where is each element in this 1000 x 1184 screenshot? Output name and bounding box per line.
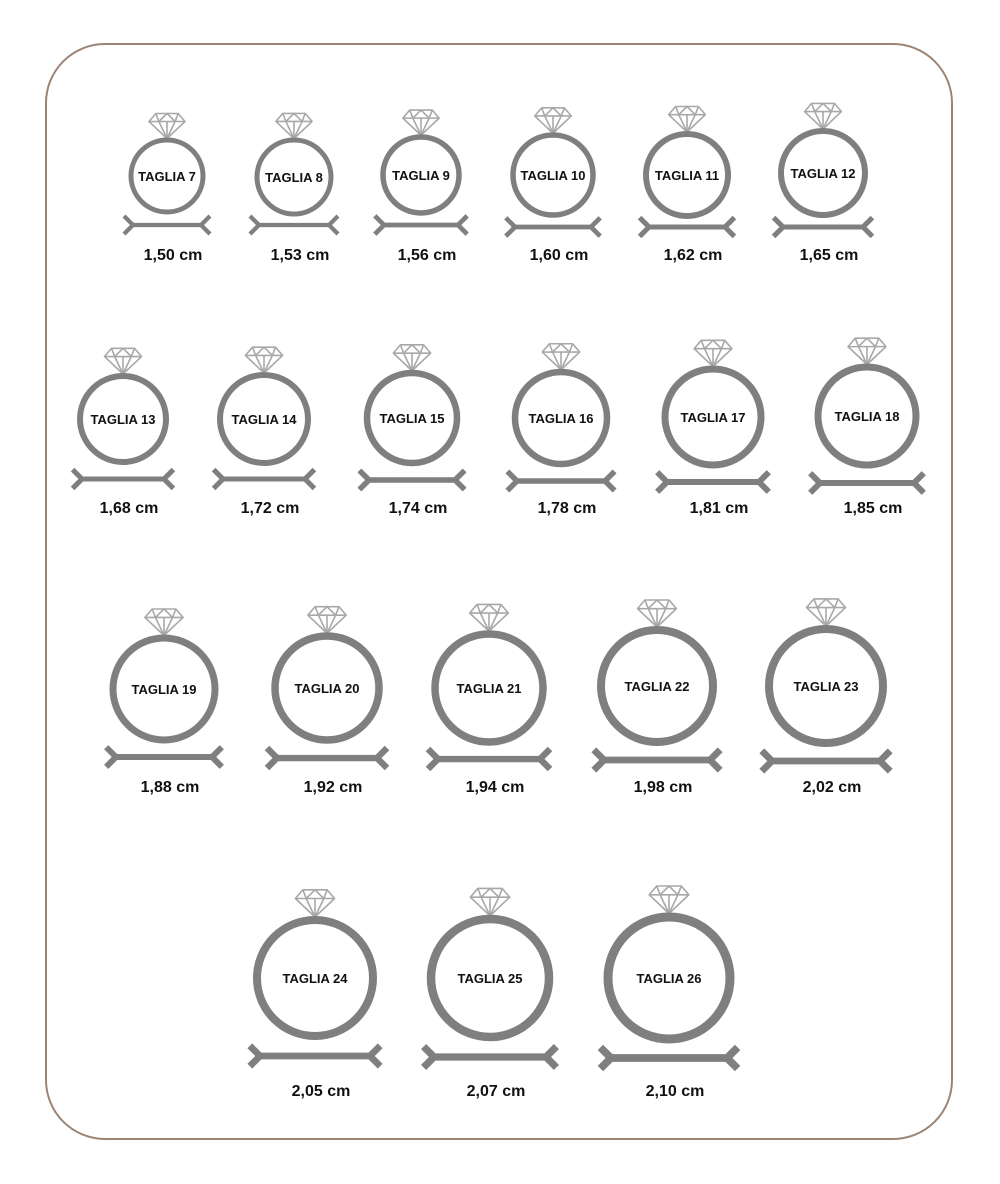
diameter-right-cap bbox=[370, 1046, 380, 1066]
diamond-crown-facets bbox=[657, 886, 682, 895]
diameter-left-cap bbox=[250, 216, 259, 234]
diameter-bar bbox=[600, 1047, 737, 1068]
diameter-bar bbox=[267, 748, 387, 768]
diamond-crown-facets bbox=[812, 103, 835, 111]
diamond-icon bbox=[308, 607, 346, 634]
diamond-icon bbox=[295, 890, 334, 917]
size-label: TAGLIA 24 bbox=[282, 971, 348, 986]
diameter-left-cap bbox=[267, 748, 277, 768]
diameter-measure: 1,62 cm bbox=[663, 247, 723, 264]
ring-size-item bbox=[774, 103, 873, 264]
diameter-measure: 1,78 cm bbox=[537, 500, 597, 517]
diamond-icon bbox=[542, 344, 579, 370]
diameter-left-cap bbox=[810, 473, 820, 493]
diameter-measure: 1,50 cm bbox=[143, 247, 203, 264]
diameter-right-cap bbox=[305, 470, 314, 489]
size-label: TAGLIA 15 bbox=[379, 411, 445, 426]
diamond-icon bbox=[638, 600, 677, 627]
size-label: TAGLIA 19 bbox=[131, 682, 197, 697]
diamond-crown-facets bbox=[676, 107, 699, 115]
diameter-measure: 1,72 cm bbox=[240, 500, 300, 517]
size-label: TAGLIA 7 bbox=[138, 169, 196, 184]
diameter-left-cap bbox=[428, 749, 438, 769]
diameter-left-cap bbox=[424, 1047, 434, 1068]
diameter-right-cap bbox=[605, 471, 615, 490]
diamond-icon bbox=[104, 348, 141, 374]
ring-size-item bbox=[640, 107, 735, 265]
diameter-measure: 1,74 cm bbox=[388, 500, 448, 517]
ring-size-item bbox=[73, 348, 174, 517]
diameter-left-cap bbox=[657, 472, 667, 492]
diameter-measure: 2,10 cm bbox=[645, 1083, 705, 1100]
diameter-left-cap bbox=[774, 218, 783, 237]
ring-size-item bbox=[359, 345, 464, 517]
ring-size-item bbox=[250, 890, 380, 1100]
ring-size-item bbox=[600, 886, 737, 1100]
ring-size-item bbox=[657, 340, 769, 517]
ring-size-item bbox=[762, 599, 890, 796]
size-label: TAGLIA 18 bbox=[834, 409, 900, 424]
diamond-crown-facets bbox=[549, 344, 572, 352]
diameter-bar bbox=[250, 216, 338, 234]
ring-size-item bbox=[424, 888, 557, 1100]
diameter-right-cap bbox=[201, 216, 210, 234]
diamond-crown-facets bbox=[156, 114, 178, 122]
diameter-measure: 1,85 cm bbox=[843, 500, 903, 517]
ring-size-item bbox=[507, 344, 614, 517]
diameter-bar bbox=[507, 471, 614, 490]
diameter-right-cap bbox=[759, 472, 769, 492]
diamond-icon bbox=[145, 609, 183, 636]
diamond-icon bbox=[669, 107, 706, 133]
size-label: TAGLIA 20 bbox=[294, 681, 360, 696]
diamond-icon bbox=[403, 110, 439, 135]
ring-size-item bbox=[375, 110, 467, 264]
size-label: TAGLIA 11 bbox=[654, 168, 720, 183]
diameter-right-cap bbox=[455, 470, 465, 489]
diameter-measure: 1,56 cm bbox=[397, 247, 457, 264]
ring-size-item bbox=[124, 114, 210, 265]
diamond-crown-facets bbox=[303, 890, 327, 899]
diameter-right-cap bbox=[377, 748, 387, 768]
size-label: TAGLIA 23 bbox=[793, 679, 859, 694]
diameter-measure: 1,68 cm bbox=[99, 500, 159, 517]
diamond-crown-facets bbox=[410, 110, 432, 118]
diameter-right-cap bbox=[725, 218, 734, 237]
diameter-right-cap bbox=[164, 470, 173, 489]
ring-size-item bbox=[250, 113, 338, 264]
size-label: TAGLIA 16 bbox=[528, 411, 594, 426]
diamond-icon bbox=[470, 888, 509, 915]
size-label: TAGLIA 26 bbox=[636, 971, 702, 986]
diameter-left-cap bbox=[594, 750, 604, 770]
ring-size-item bbox=[267, 607, 387, 796]
diamond-crown-facets bbox=[315, 607, 339, 616]
diamond-icon bbox=[806, 599, 845, 626]
diamond-crown-facets bbox=[814, 599, 838, 608]
diameter-measure: 1,81 cm bbox=[689, 500, 749, 517]
diameter-measure: 1,88 cm bbox=[140, 779, 200, 796]
diameter-bar bbox=[657, 472, 769, 492]
diamond-icon bbox=[805, 103, 842, 129]
diameter-bar bbox=[594, 750, 720, 770]
diamond-icon bbox=[393, 345, 430, 371]
diameter-bar bbox=[375, 216, 467, 234]
diamond-crown-facets bbox=[400, 345, 423, 353]
diamond-icon bbox=[149, 114, 185, 139]
diameter-left-cap bbox=[124, 216, 133, 234]
diameter-measure: 2,05 cm bbox=[291, 1083, 351, 1100]
diameter-bar bbox=[124, 216, 210, 234]
size-label: TAGLIA 12 bbox=[790, 166, 856, 181]
ring-size-item bbox=[506, 108, 600, 264]
diameter-right-cap bbox=[591, 218, 600, 236]
diameter-bar bbox=[73, 470, 174, 489]
diameter-left-cap bbox=[250, 1046, 260, 1066]
diamond-icon bbox=[848, 338, 886, 364]
ring-size-item bbox=[428, 604, 550, 796]
diameter-left-cap bbox=[73, 470, 82, 489]
diamond-icon bbox=[276, 113, 312, 138]
diamond-icon bbox=[470, 604, 509, 631]
ring-size-item bbox=[214, 347, 315, 517]
diameter-measure: 1,98 cm bbox=[633, 779, 693, 796]
diameter-right-cap bbox=[914, 473, 924, 493]
size-label: TAGLIA 17 bbox=[680, 410, 746, 425]
diameter-left-cap bbox=[762, 751, 772, 771]
diameter-measure: 2,07 cm bbox=[466, 1083, 526, 1100]
diamond-crown-facets bbox=[478, 888, 502, 897]
diamond-crown-facets bbox=[252, 347, 275, 355]
diamond-crown-facets bbox=[645, 600, 669, 609]
diamond-crown-facets bbox=[701, 340, 724, 348]
ring-size-item bbox=[810, 338, 924, 517]
diameter-left-cap bbox=[506, 218, 515, 236]
ring-size-item bbox=[594, 600, 720, 796]
ring-size-item bbox=[106, 609, 222, 796]
diameter-left-cap bbox=[106, 747, 116, 767]
diamond-icon bbox=[535, 108, 572, 133]
diamond-icon bbox=[245, 347, 282, 373]
diameter-right-cap bbox=[727, 1047, 738, 1068]
diameter-left-cap bbox=[359, 470, 369, 489]
size-label: TAGLIA 9 bbox=[392, 168, 450, 183]
diameter-right-cap bbox=[863, 218, 872, 237]
diamond-icon bbox=[649, 886, 689, 914]
diameter-right-cap bbox=[880, 751, 890, 771]
diameter-measure: 1,60 cm bbox=[529, 247, 589, 264]
diameter-bar bbox=[424, 1047, 557, 1068]
diameter-right-cap bbox=[540, 749, 550, 769]
diameter-right-cap bbox=[546, 1047, 556, 1068]
diameter-bar bbox=[762, 751, 890, 771]
diameter-bar bbox=[106, 747, 222, 767]
diameter-bar bbox=[214, 470, 315, 489]
diameter-left-cap bbox=[375, 216, 384, 234]
diamond-crown-facets bbox=[112, 348, 135, 356]
diameter-measure: 1,94 cm bbox=[465, 779, 525, 796]
diamond-crown-facets bbox=[152, 609, 176, 617]
size-label: TAGLIA 14 bbox=[231, 412, 297, 427]
diamond-crown-facets bbox=[855, 338, 878, 346]
diameter-measure: 2,02 cm bbox=[802, 779, 862, 796]
diameter-bar bbox=[506, 218, 600, 236]
diameter-right-cap bbox=[212, 747, 222, 767]
diameter-left-cap bbox=[214, 470, 223, 489]
diameter-left-cap bbox=[507, 471, 517, 490]
diameter-right-cap bbox=[710, 750, 720, 770]
size-label: TAGLIA 10 bbox=[520, 168, 586, 183]
size-label: TAGLIA 8 bbox=[265, 170, 323, 185]
size-label: TAGLIA 22 bbox=[624, 679, 690, 694]
diameter-bar bbox=[250, 1046, 380, 1066]
diameter-bar bbox=[810, 473, 924, 493]
size-label: TAGLIA 25 bbox=[457, 971, 523, 986]
diamond-icon bbox=[694, 340, 732, 366]
diameter-right-cap bbox=[458, 216, 467, 234]
diameter-bar bbox=[640, 218, 735, 237]
diameter-measure: 1,65 cm bbox=[799, 247, 859, 264]
diameter-measure: 1,92 cm bbox=[303, 779, 363, 796]
diameter-measure: 1,53 cm bbox=[270, 247, 330, 264]
diameter-left-cap bbox=[600, 1047, 611, 1068]
diameter-bar bbox=[774, 218, 873, 237]
diamond-crown-facets bbox=[283, 113, 305, 121]
diameter-bar bbox=[428, 749, 550, 769]
diameter-left-cap bbox=[640, 218, 649, 237]
diamond-crown-facets bbox=[542, 108, 565, 116]
diameter-right-cap bbox=[329, 216, 338, 234]
diamond-crown-facets bbox=[477, 604, 501, 613]
size-label: TAGLIA 21 bbox=[456, 681, 522, 696]
diameter-bar bbox=[359, 470, 464, 489]
size-label: TAGLIA 13 bbox=[90, 412, 156, 427]
